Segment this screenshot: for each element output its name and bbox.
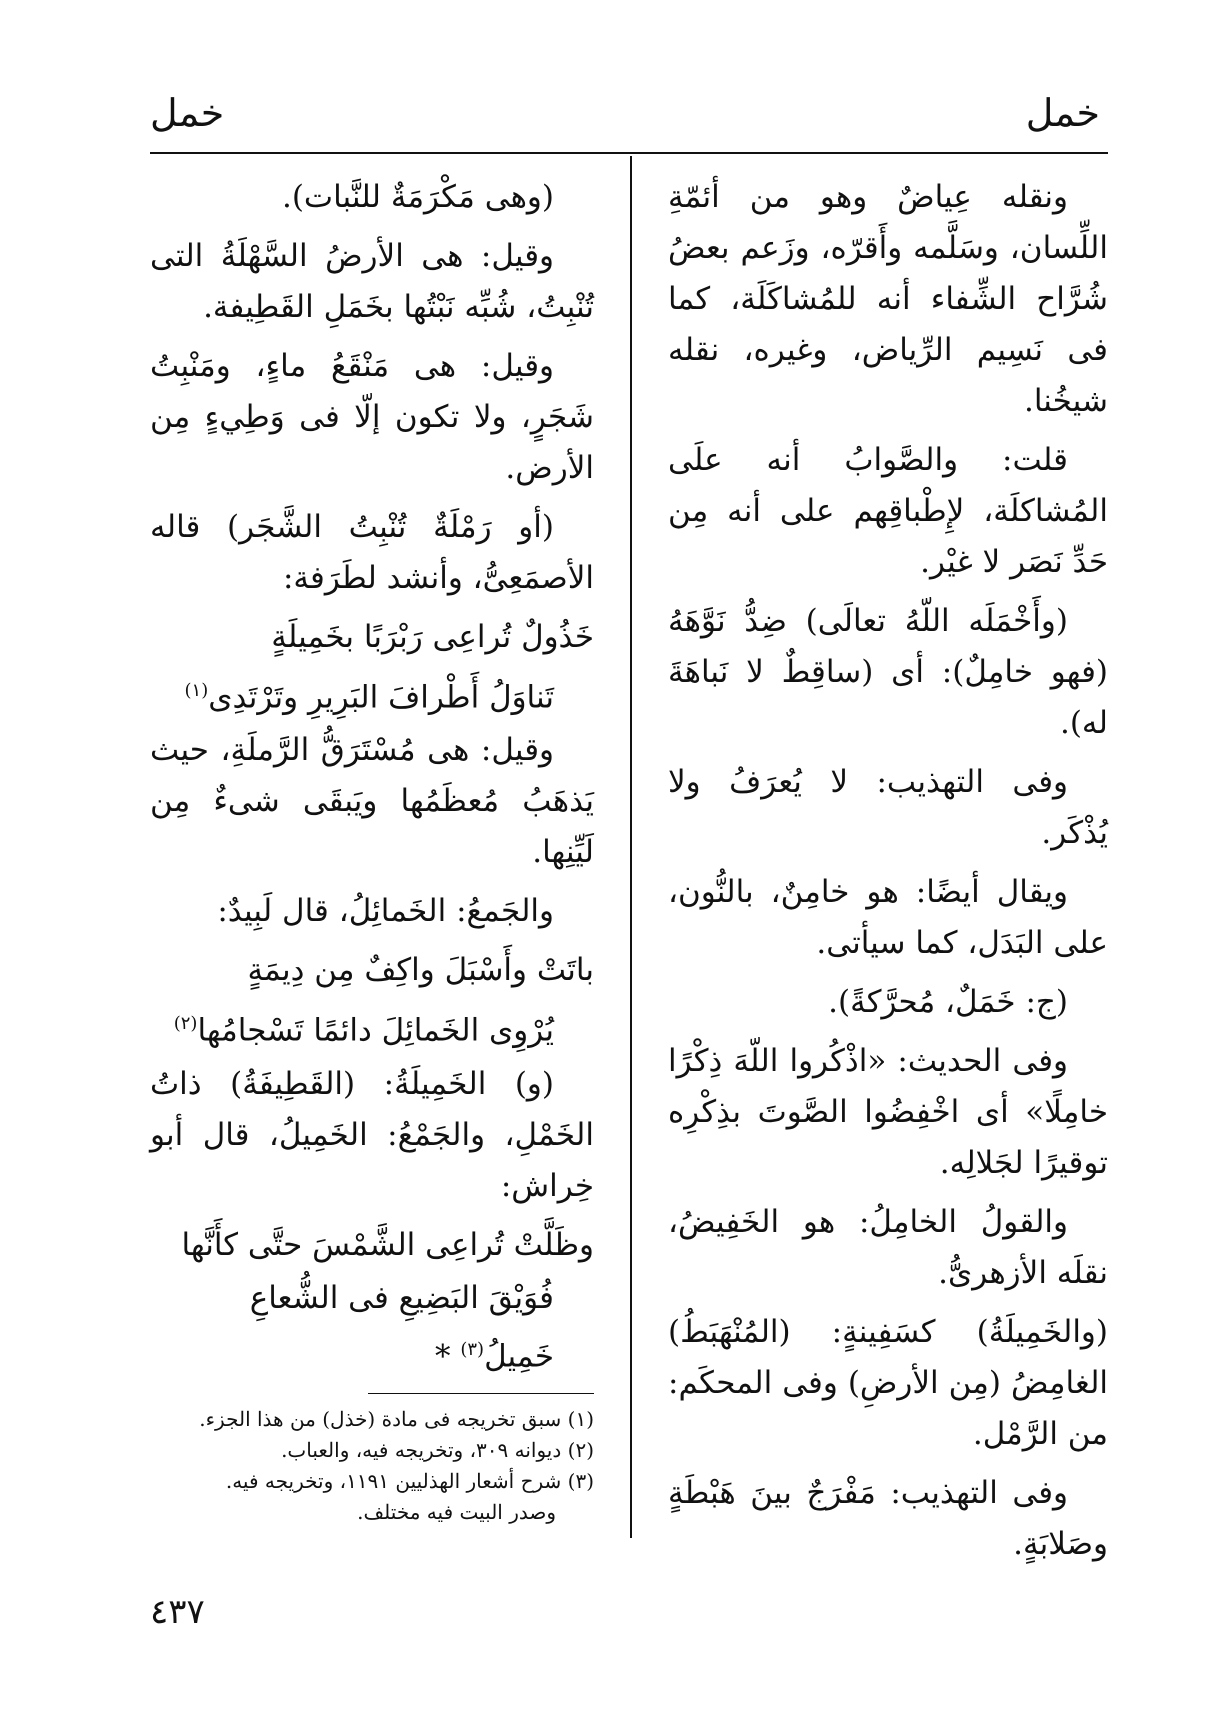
paragraph: وقيل: هى مَنْقَعُ ماءٍ، ومَنْبِتُ شَجَرٍ، ولا تكون إلّا فى وَطِيءٍ مِن الأرض. [150, 348, 594, 486]
page-number: ٤٣٧ [150, 1592, 205, 1632]
footnote-continuation: وصدر البيت فيه مختلف. [357, 1500, 556, 1524]
header-rule [150, 152, 1108, 154]
column-divider [630, 156, 632, 1538]
verse-line: باتَتْ وأَسْبَلَ واكِفٌ مِن دِيمَةٍ [247, 952, 594, 989]
paragraph: (ج: خَمَلٌ، مُحرَّكةً). [828, 984, 1068, 1020]
left-column [150, 172, 594, 1384]
paragraph: وقيل: هى الأرضُ السَّهْلَةُ التى تُنْبِتُ، شُبِّه نَبْتُها بخَمَلِ القَطِيفة. [150, 238, 594, 325]
paragraph: وفى التهذيب: مَفْرَجٌ بينَ هَبْطَةٍ وصَلابَةٍ. [668, 1475, 1108, 1562]
paragraph: (وأَخْمَلَه اللّهُ تعالَى) ضِدُّ نَوَّهَهُ (فهو خامِلٌ): أى (ساقِطٌ لا نَباهَةَ له). [668, 603, 1108, 741]
footnote-ref: (٢) [173, 1013, 198, 1035]
paragraph: ويقال أيضًا: هو خامِنٌ، بالنُّون، على البَدَل، كما سيأتى. [668, 874, 1108, 961]
paragraph: وفى التهذيب: لا يُعرَفُ ولا يُذْكَر. [668, 764, 1108, 851]
footnote: (١) سبق تخريجه فى مادة (خذل) من هذا الجزء. [199, 1407, 594, 1431]
footnote: (٣) شرح أشعار الهذليين ١١٩١، وتخريجه فيه. [225, 1469, 594, 1493]
paragraph: وقيل: هى مُسْتَرَقُّ الرَّملَةِ، حيث يَذهَبُ مُعظَمُها ويَبقَى شىءٌ مِن لَيِّنِها. [150, 732, 594, 871]
verse-text: فُوَيْقَ البَضِيعِ فى الشُّعاعِ خَمِيلُ [249, 1279, 554, 1374]
paragraph: (والخَمِيلَةُ) كسَفِينةٍ: (المُنْهَبَطُ) الغامِضُ (مِن الأرضِ) وفى المحكَم: من الرَّمْل. [668, 1314, 1108, 1452]
paragraph: (أو رَمْلَةٌ تُنْبِتُ الشَّجَر) قاله الأصمَعِىُّ، وأنشد لطَرَفة: [150, 509, 594, 596]
paragraph: والجَمعُ: الخَمائِلُ، قال لَبِيدٌ: [217, 893, 554, 930]
paragraph: (وهى مَكْرَمَةٌ للنَّبات). [281, 179, 554, 215]
verse-text: تَناوَلُ أَطْرافَ البَرِيرِ وتَرْتَدِى [208, 679, 554, 716]
verse-line [150, 998, 594, 1056]
footnote-ref: (١) [184, 680, 209, 701]
running-header-left: خمل [150, 91, 225, 135]
footnote-ref: (٣) [460, 1338, 485, 1360]
footnote-rule [368, 1393, 594, 1394]
running-header-right: خمل [1025, 91, 1100, 135]
verse-text: يُرْوِى الخَمائِلَ دائمًا تَسْجامُها [197, 1012, 554, 1049]
paragraph: (و) الخَمِيلَةُ: (القَطِيفَةُ) ذاتُ الخَمْلِ، والجَمْعُ: الخَمِيلُ، قال أبو خِراش: [150, 1065, 594, 1204]
verse-line: خَذُولٌ تُراعِى رَبْرَبًا بخَمِيلَةٍ [271, 619, 594, 655]
paragraph: قلت: والصَّوابُ أنه علَى المُشاكلَة، لإِطْباقِهم على أنه مِن حَدِّ نَصَر لا غيْر. [668, 442, 1108, 580]
paragraph: والقولُ الخامِلُ: هو الخَفِيضُ، نقلَه الأزهرىُّ. [668, 1204, 1108, 1291]
entry-end-mark: * [434, 1337, 451, 1374]
footnotes [150, 1404, 594, 1528]
right-column [668, 172, 1108, 1578]
verse-line [150, 665, 594, 723]
verse-line: وظَلَّتْ تُراعِى الشَّمْسَ حتَّى كأَنَّها [181, 1226, 594, 1263]
paragraph: ونقله عِياضٌ وهو من أئمّةِ اللِّسان، وسَلَّمه وأَقرّه، وزَعم بعضُ شُرَّاح الشِّفاء أنه للمُشاكَلَة، كما فى نَسِيم الرِّياض، وغيره، نقله شيخُنا. [668, 179, 1108, 419]
footnote: (٢) ديوانه ٣٠٩، وتخريجه فيه، والعباب. [281, 1438, 594, 1462]
verse-line [150, 1273, 594, 1382]
paragraph: وفى الحديث: «اذْكُروا اللّهَ ذِكْرًا خامِلًا» أى اخْفِضُوا الصَّوتَ بذِكْرِه توقيرًا لجَلالِه. [668, 1043, 1108, 1181]
